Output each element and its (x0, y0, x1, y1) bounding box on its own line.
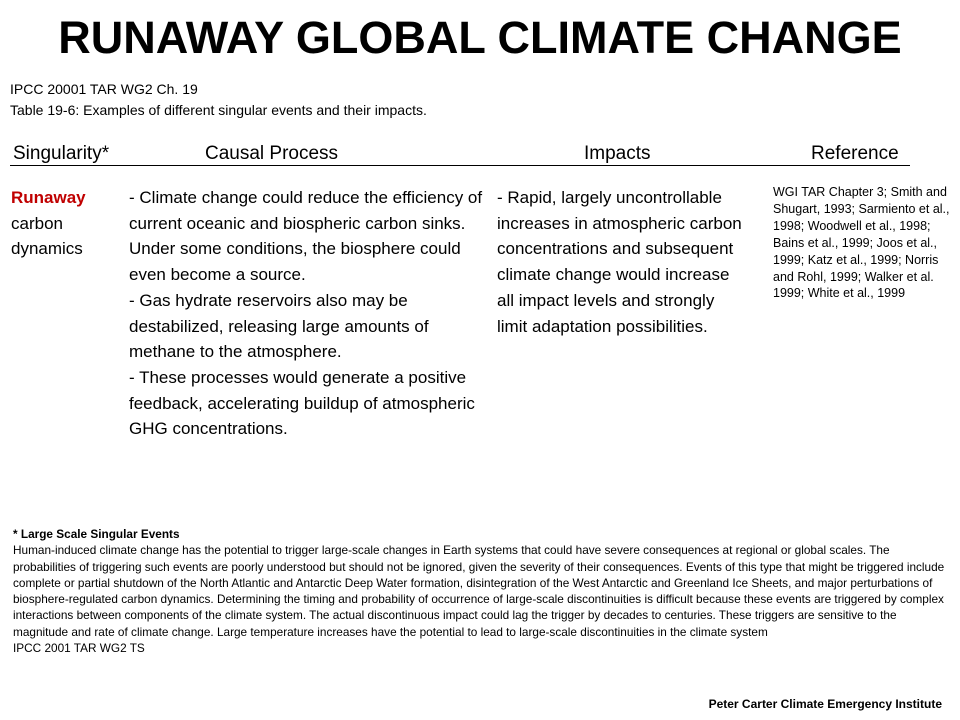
footnote-citation: IPCC 2001 TAR WG2 TS (13, 641, 145, 656)
causal-process-cell (129, 185, 489, 442)
header-reference: Reference (811, 143, 899, 164)
source-line-1: IPCC 20001 TAR WG2 Ch. 19 (10, 81, 198, 97)
footnote-body: Human-induced climate change has the potential to trigger large-scale changes in Earth systems that could have severe consequences at regional or global scales. The probabilities of triggering such events are poorly understood but should not be ignored, given the severity of their consequences. Events of this type that might be triggered include complete or partial shutdown of the North Atlantic and Antarctic Deep Water formation, disintegration of the West Antarctic and Greenland Ice Sheets, and major perturbations of biosphere-regulated carbon dynamics. Determining the timing and probability of occurrence of large-scale discontinuities is difficult because these events are triggered by complex interactions between components of the climate system. The actual discontinuous impact could lag the trigger by decades to centuries. These triggers are sensitive to the magnitude and rate of climate change. Large temperature increases have the potential to lead to large-scale discontinuities in the climate system (13, 543, 945, 639)
author-credit: Peter Carter Climate Emergency Institute (708, 697, 942, 711)
source-line-2: Table 19-6: Examples of different singular events and their impacts. (10, 102, 427, 118)
causal-item: - These processes would generate a positive feedback, accelerating buildup of atmospheric GHG concentrations. (129, 367, 475, 439)
footnote-title: * Large Scale Singular Events (13, 527, 180, 541)
causal-item: - Climate change could reduce the efficiency of current oceanic and biospheric carbon sinks. Under some conditions, the biosphere could even become a source. (129, 188, 483, 285)
header-impacts: Impacts (584, 143, 651, 164)
source-citation (10, 79, 427, 121)
page-title: RUNAWAY GLOBAL CLIMATE CHANGE (58, 12, 902, 63)
singularity-cell (11, 185, 116, 262)
singularity-rest: carbon dynamics (11, 213, 83, 259)
causal-item: - Gas hydrate reservoirs also may be destabilized, releasing large amounts of methane to the atmosphere. (129, 290, 429, 362)
footnote (13, 526, 948, 656)
singularity-highlight: Runaway (11, 188, 86, 207)
header-causal-process: Causal Process (205, 143, 339, 164)
reference-cell: WGI TAR Chapter 3; Smith and Shugart, 1993; Sarmiento et al., 1998; Woodwell et al., 1998; Bains et al., 1999; Joos et al., 1999; Katz et al., 1999; Norris and Rohl, 1999; Walker et al. 1999; White et al., 1999 (773, 185, 950, 301)
header-singularity: Singularity* (13, 143, 110, 164)
impacts-cell: - Rapid, largely uncontrollable increases in atmospheric carbon concentrations and subsequent climate change would increase all impact levels and strongly limit adaptation possibilities. (497, 188, 742, 336)
header-divider (10, 165, 910, 166)
